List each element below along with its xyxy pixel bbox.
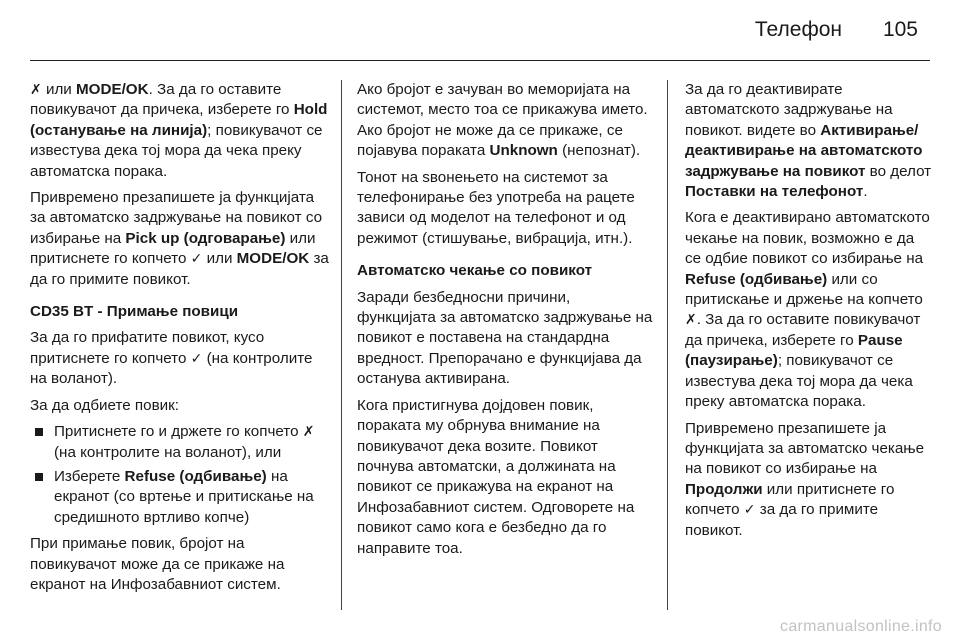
bullet-square-icon [35, 473, 43, 481]
paragraph: Привремено презапишете ја функцијата за автоматско чекање на повикот со избирање на Продолжи или притиснете го копчето ✓ за да го примите повикот. [685, 419, 925, 539]
paragraph: Тонот на ѕвонењето на системот за телефонирање без употреба на рацете зависи од моделот на телефонот и од режимот (стишување, вибрација, итн.). [357, 168, 635, 247]
paragraph: Привремено презапишете ја функцијата за автоматско задржување на повикот со избирање на Pick up (одговарање) или притиснете го копчето ✓ или MODE/OK за да го примите повикот. [30, 189, 329, 288]
page-header [0, 0, 960, 56]
paragraph: При примање повик, бројот на повикувачот може да се прикаже на екранот на Инфозабавниот систем. [30, 535, 285, 593]
list-item: Изберете Refuse (одбивање) на екранот (со вртење и притискање на средишното вртливо копче) [30, 467, 330, 528]
paragraph: За да го прифатите повикот, кусо притиснете го копчето ✓ (на контролите на воланот). [30, 329, 313, 388]
column-divider [667, 80, 668, 610]
paragraph: ✗ или MODE/OK. За да го оставите повикувачот да причека, изберете го Hold (останување на линија); повикувачот се известува дека тој мора да чека преку автоматска порака. [30, 81, 328, 180]
column-1 [30, 80, 330, 601]
paragraph: Кога е деактивирано автоматското чекање на повик, возможно е да се одбие повикот со избирање на Refuse (одбивање) или со притискање и држење на копчето ✗. За да го оставите повикувачот да причека, изберете го Pause (паузирање); повикувачот се известува дека тој мора да чека преку автоматска порака. [685, 209, 930, 411]
hang-up-icon: ✗ [30, 82, 42, 98]
pick-up-icon: ✓ [190, 251, 203, 268]
paragraph: Кога пристигнува дојдовен повик, пораката му обрнува внимание на повикувачот дека возите. Повикот почнува автоматски, а должината на повикот се прикажува на екранот на Инфозабавниот систем. Одговорете на повикот само кога е безбедно да го направите тоа. [357, 396, 635, 557]
column-2 [357, 80, 653, 565]
paragraph: За да одбиете повик: [30, 396, 180, 414]
watermark: carmanualsonline.info [780, 618, 942, 635]
column-divider [341, 80, 342, 610]
pick-up-icon: ✓ [743, 502, 756, 519]
list-item: Притиснете го и држете го копчето ✗ (на контролите на воланот), или [30, 422, 330, 463]
hang-up-icon: ✗ [685, 312, 697, 329]
page-number: 105 [882, 18, 918, 41]
header-rule [30, 60, 930, 61]
hang-up-icon: ✗ [302, 424, 315, 441]
page-title: Телефон [754, 18, 842, 41]
pick-up-icon: ✓ [190, 350, 203, 367]
section-heading: CD35 BT - Примање повици [30, 303, 239, 321]
section-heading: Автоматско чекање со повикот [357, 262, 593, 280]
paragraph: Заради безбедносни причини, функцијата за автоматско задржување на повикот е поставена на стандардна вредност. Препорачано е функцијава да останува активирана. [357, 288, 653, 388]
bullet-list [30, 422, 330, 528]
column-3 [685, 80, 933, 547]
bullet-square-icon [35, 428, 43, 436]
paragraph: Ако бројот е зачуван во меморијата на системот, место тоа се прикажува името. Ако бројот не може да се прикаже, се појавува пораката Unknown (непознат). [357, 81, 648, 160]
paragraph: За да го деактивирате автоматското задржување на повикот. видете во Активирање/ деактивирање на автоматското задржување на повикот во делот Поставки на телефонот. [685, 81, 932, 201]
